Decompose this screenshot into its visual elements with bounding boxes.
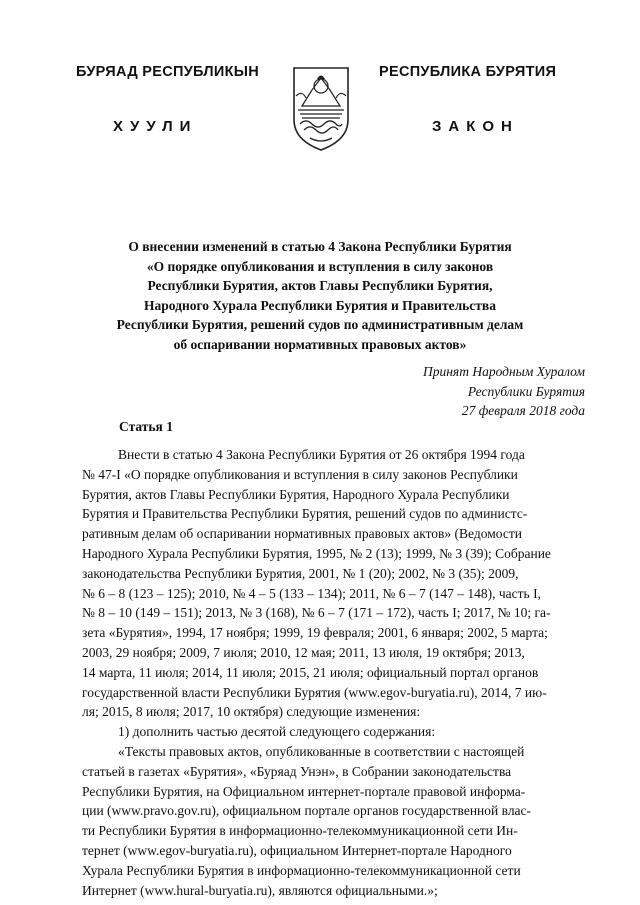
text-line: Республики Бурятия, на Официальном интернет-портале правовой информа- xyxy=(82,783,526,799)
text-line: № 8 – 10 (149 – 151); 2013, № 3 (168), № 6 – 7 (171 – 172), часть I; 2017, № 10; га- xyxy=(82,605,551,621)
text-line: ля; 2015, 8 июля; 2017, 10 октября) следующие изменения: xyxy=(82,704,421,720)
paragraph-amendment-intro xyxy=(82,445,585,722)
adoption-date: 27 февраля 2018 года xyxy=(461,403,585,418)
law-title-line: Народного Хурала Республики Бурятия и Правительства xyxy=(144,297,496,313)
text-line: Бурятия и Правительства Республики Бурятия, решений судов по администс- xyxy=(82,506,528,522)
text-line: № 47-I «О порядке опубликования и вступления в силу законов Республики xyxy=(82,466,518,482)
law-title-line: Республики Бурятия, решений судов по административным делам xyxy=(116,317,524,332)
text-line: Бурятия, актов Главы Республики Бурятия, Народного Хурала Республики xyxy=(82,486,510,502)
article-heading: Статья 1 xyxy=(119,419,173,434)
text-line: «Тексты правовых актов, опубликованные в соответствии с настоящей xyxy=(118,743,525,759)
text-line: ции (www.pravo.gov.ru), официальном портале органов государственной влас- xyxy=(82,803,532,819)
text-line: 2003, 29 ноября; 2009, 7 июля; 2010, 12 мая; 2011, 13 июля, 19 октября; 2013, xyxy=(82,644,525,660)
law-title-line: Республики Бурятия, актов Главы Республики Бурятия, xyxy=(147,278,493,293)
text-line: зета «Бурятия», 1994, 17 ноября; 1999, 19 февраля; 2001, 6 января; 2002, 5 марта; xyxy=(82,625,548,641)
article-body xyxy=(82,445,585,900)
header-left-republic: БУРЯАД РЕСПУБЛИКЫН xyxy=(76,64,260,80)
text-line: тернет (www.egov-buryatia.ru), официальном Интернет-портале Народного xyxy=(82,842,512,858)
adoption-line: Принят Народным Хуралом xyxy=(422,364,585,379)
text-line: законодательства Республики Бурятия, 2001, № 1 (20); 2002, № 3 (35); 2009, xyxy=(82,565,519,581)
header-right-doc-type: ЗАКОН xyxy=(432,118,519,135)
adoption-line: Республики Бурятия xyxy=(467,383,585,399)
text-line: ративным делам об оспаривании нормативных правовых актов» (Ведомости xyxy=(82,526,522,542)
paragraph-item-1: 1) дополнить частью десятой следующего содержания: xyxy=(118,724,436,740)
adoption-note xyxy=(360,362,585,421)
header-left-doc-type: ХУУЛИ xyxy=(113,118,198,135)
text-line: статьей в газетах «Бурятия», «Буряад Унэн», в Собрании законодательства xyxy=(82,763,512,779)
text-line: Народного Хурала Республики Бурятия, 1995, № 2 (13); 1999, № 3 (39); Собрание xyxy=(82,545,551,561)
law-title xyxy=(60,237,580,354)
law-title-line: об оспаривании нормативных правовых актов» xyxy=(173,336,467,352)
text-line: 14 марта, 11 июля; 2014, 11 июля; 2015, 21 июля; официальный портал органов xyxy=(82,664,539,680)
text-line: Хурала Республики Бурятия в информационно-телекоммуникационной сети xyxy=(82,862,521,878)
law-title-line: О внесении изменений в статью 4 Закона Республики Бурятия xyxy=(128,239,512,254)
text-line: Внести в статью 4 Закона Республики Бурятия от 26 октября 1994 года xyxy=(118,447,525,462)
text-line: государственной власти Республики Бурятия (www.egov-buryatia.ru), 2014, 7 ию- xyxy=(82,684,547,700)
text-line: Интернет (www.hural-buryatia.ru), являются официальными.»; xyxy=(82,882,438,898)
header-right-republic: РЕСПУБЛИКА БУРЯТИЯ xyxy=(379,64,557,80)
coat-of-arms-icon xyxy=(290,66,352,152)
law-title-line: «О порядке опубликования и вступления в силу законов xyxy=(146,258,494,274)
text-line: ти Республики Бурятия в информационно-телекоммуникационной сети Ин- xyxy=(82,823,518,839)
text-line: № 6 – 8 (123 – 125); 2010, № 4 – 5 (133 – 134); 2011, № 6 – 7 (147 – 148), часть I, xyxy=(82,585,541,601)
paragraph-quoted-text xyxy=(82,742,585,900)
